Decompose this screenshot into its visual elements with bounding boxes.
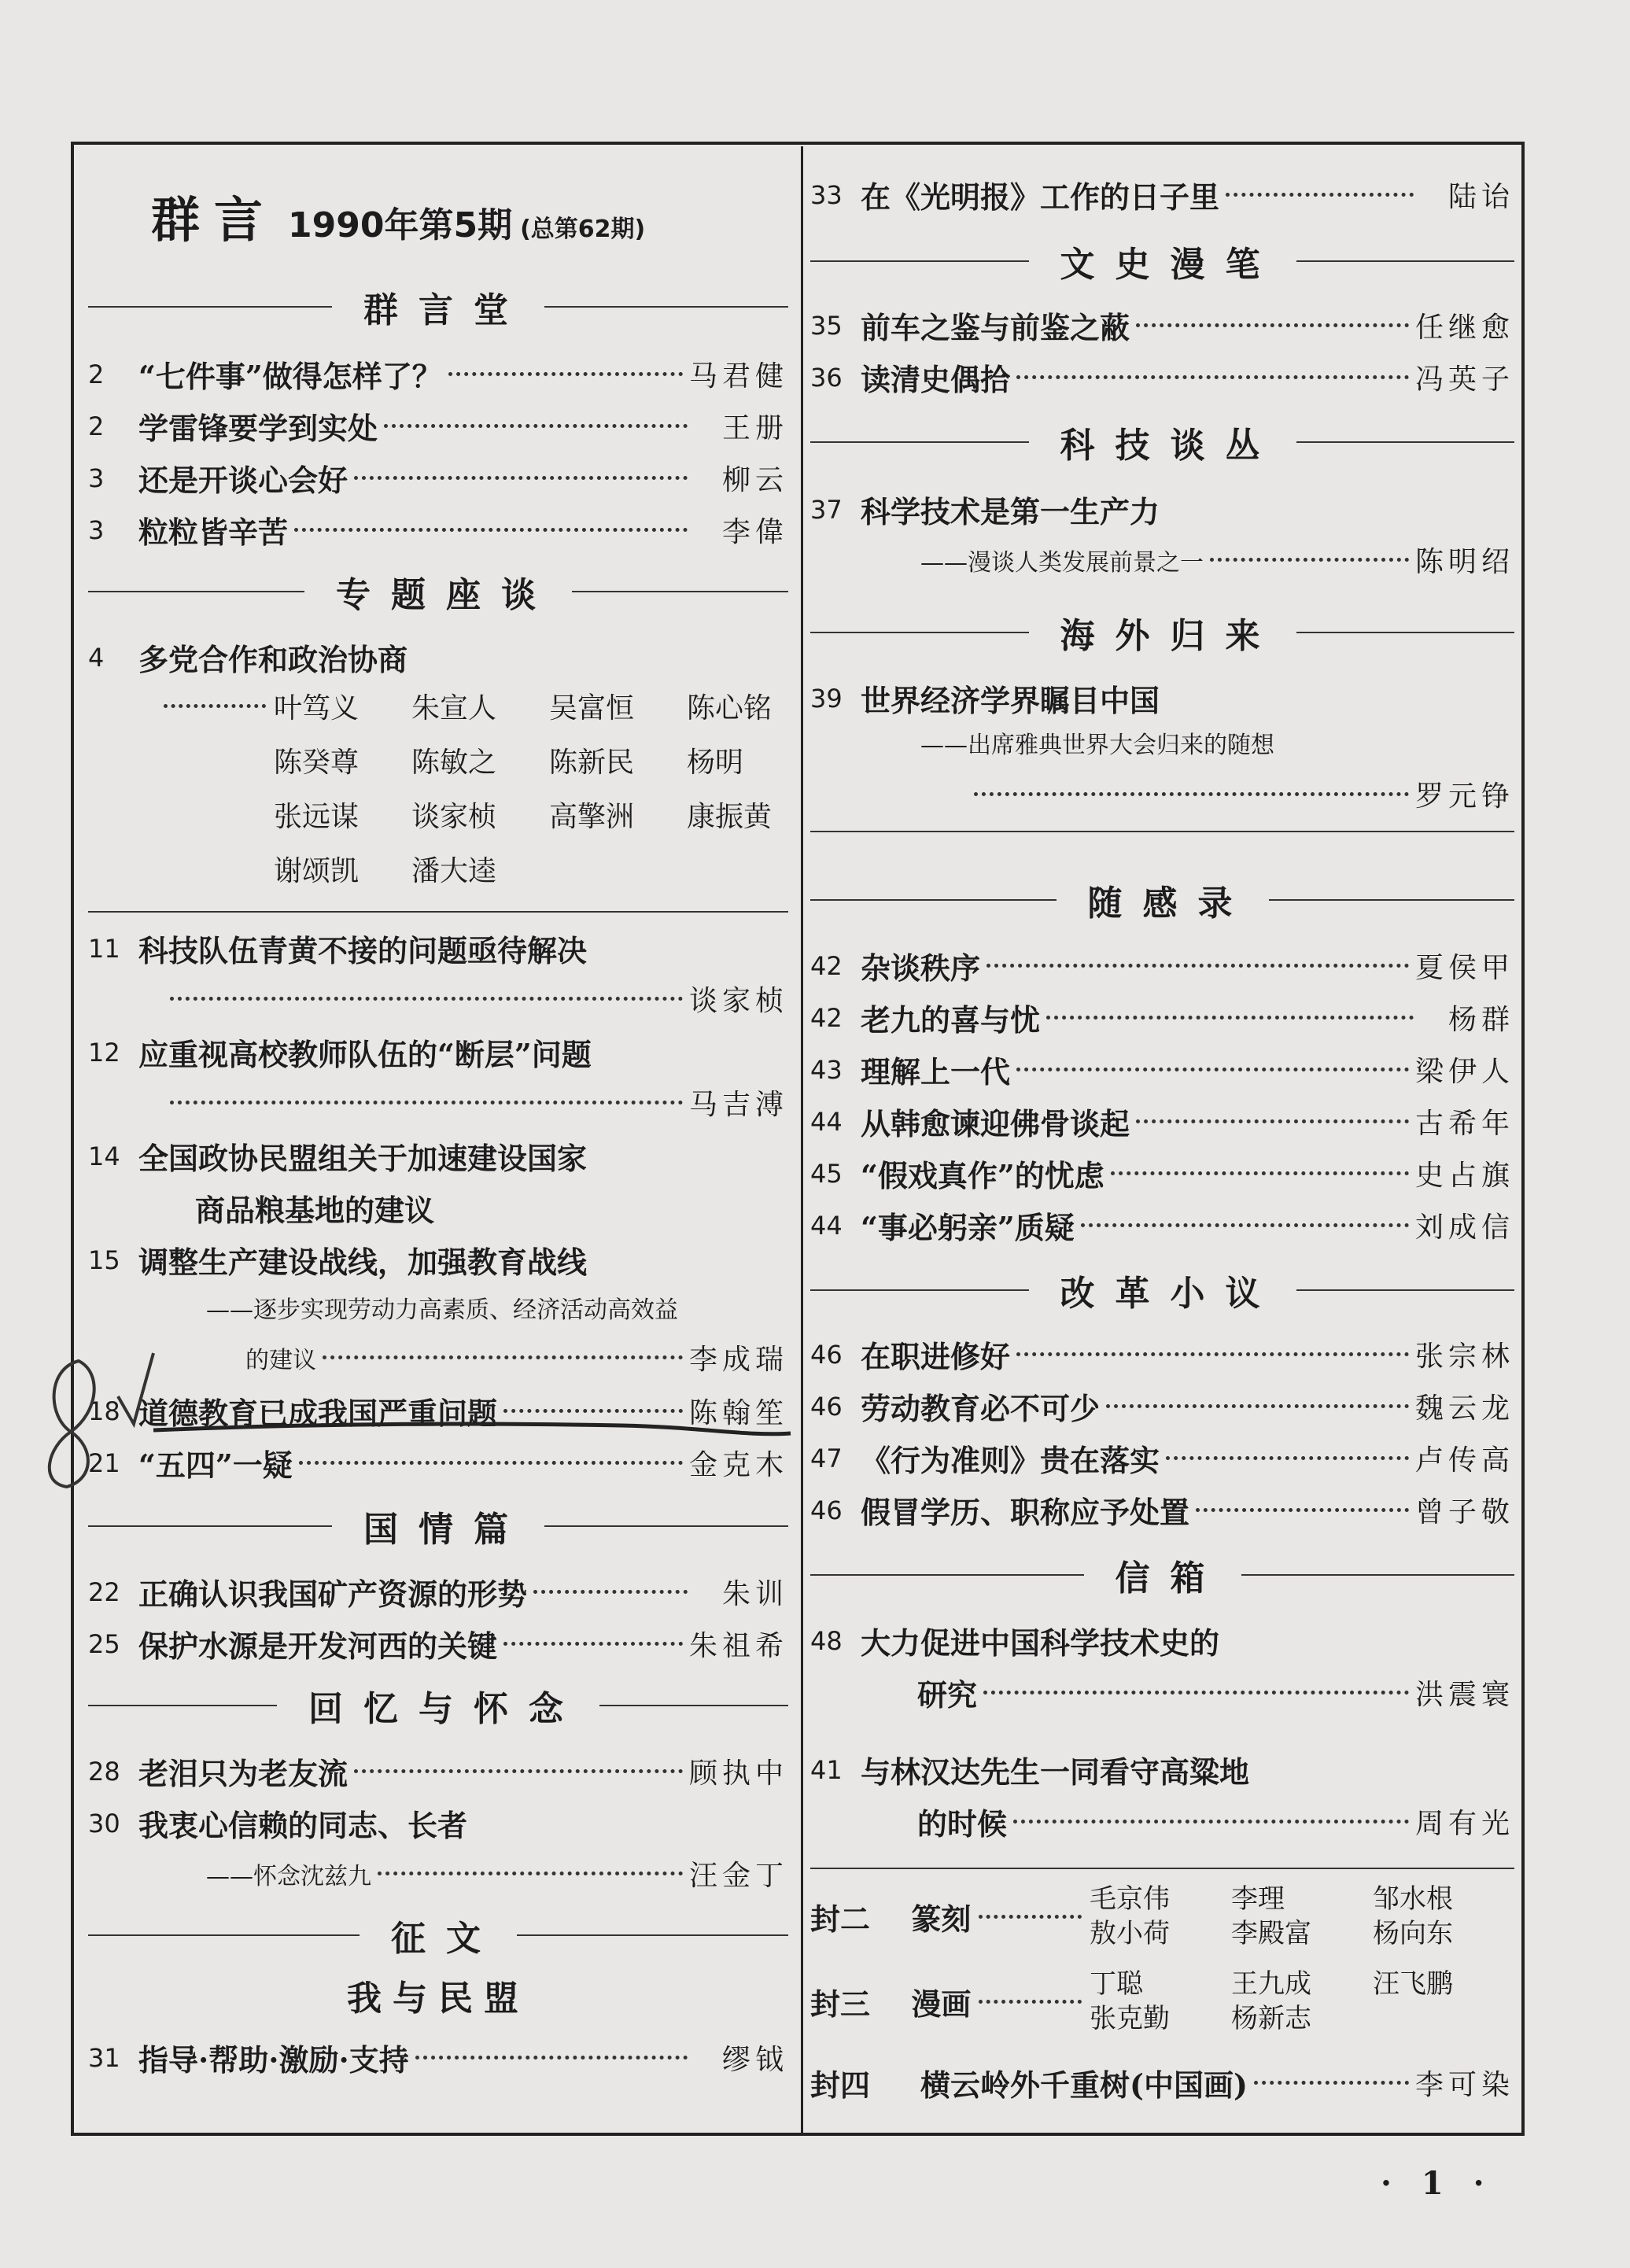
section-header: 征文 bbox=[88, 1910, 788, 1960]
toc-subtitle: ——出席雅典世界大会归来的随想 bbox=[920, 732, 1274, 759]
section-header: 回忆与怀念 bbox=[88, 1680, 788, 1731]
toc-entry[interactable]: 14 全国政协民盟组关于加速建设国家 bbox=[88, 1141, 588, 1176]
toc-entry[interactable]: 35 前车之鉴与前鉴之蔽 任继愈 bbox=[810, 310, 1514, 345]
toc-entry-continued[interactable]: ——漫谈人类发展前景之一 陈明绍 bbox=[920, 546, 1514, 578]
forum-participants: 叶笃义 朱宣人 吴富恒 陈心铭 陈癸尊 陈敏之 陈新民 杨明 张远谋 谈家桢 高擎洲 康振黄 谢颂凯 潘大逵 bbox=[164, 686, 824, 889]
toc-entry-continued[interactable]: 商品粮基地的建议 bbox=[195, 1193, 435, 1228]
toc-entry[interactable]: 33 在《光明报》工作的日子里 陆诒 bbox=[810, 179, 1514, 215]
cover-names: 毛京伟 李理 邹水根 敖小荷 李殿富 杨向东 bbox=[1090, 1883, 1453, 1949]
toc-entry-continued[interactable]: 研究 洪震寰 bbox=[917, 1677, 1514, 1713]
toc-entry[interactable]: 4 多党合作和政治协商 bbox=[88, 642, 408, 677]
toc-entry[interactable]: 46 假冒学历、职称应予处置 曾子敬 bbox=[810, 1495, 1514, 1530]
toc-entry[interactable]: 43 理解上一代 梁伊人 bbox=[810, 1054, 1514, 1090]
toc-entry[interactable]: 37 科学技术是第一生产力 bbox=[810, 494, 1160, 529]
toc-entry[interactable]: 46 劳动教育必不可少 魏云龙 bbox=[810, 1391, 1514, 1426]
toc-entry[interactable]: 42 杂谈秩序 夏侯甲 bbox=[810, 950, 1514, 986]
toc-entry[interactable]: 47 《行为准则》贵在落实 卢传高 bbox=[810, 1443, 1514, 1478]
masthead-issue: 1990年第5期 bbox=[288, 205, 513, 245]
section-header: 海外归来 bbox=[810, 607, 1514, 658]
toc-entry[interactable]: 21 “五四”一疑 金克木 bbox=[88, 1447, 788, 1483]
toc-entry[interactable]: 30 我衷心信赖的同志、长者 bbox=[88, 1808, 468, 1843]
toc-entry[interactable]: 2 “七件事”做得怎样了？ 马君健 bbox=[88, 359, 788, 394]
column-divider bbox=[801, 146, 803, 2133]
cover-entry[interactable]: 封二 篆刻 毛京伟 李理 邹水根 敖小荷 李殿富 杨向东 bbox=[810, 1882, 1514, 1951]
toc-entry[interactable]: 25 保护水源是开发河西的关键 朱祖希 bbox=[88, 1628, 788, 1664]
subsection-header: 我与民盟 bbox=[347, 1979, 529, 2019]
section-header: 科技谈丛 bbox=[810, 417, 1514, 467]
rule bbox=[810, 1868, 1514, 1869]
toc-entry[interactable]: 39 世界经济学界瞩目中国 bbox=[810, 683, 1160, 718]
masthead-total: (总第62期) bbox=[520, 216, 646, 243]
masthead bbox=[151, 181, 645, 251]
handwritten-mark-icon bbox=[24, 1337, 157, 1495]
section-header: 专题座谈 bbox=[88, 566, 788, 617]
section-header: 改革小议 bbox=[810, 1265, 1514, 1315]
toc-entry[interactable]: 18 道德教育已成我国严重问题 陈翰笙 bbox=[88, 1396, 788, 1431]
section-header: 国情篇 bbox=[88, 1501, 788, 1551]
toc-entry-continued[interactable]: 谈家桢 bbox=[164, 979, 788, 1019]
section-header: 群言堂 bbox=[88, 282, 788, 332]
section-header: 信箱 bbox=[810, 1550, 1514, 1600]
toc-entry[interactable]: 31 指导·帮助·激励·支持 缪钺 bbox=[88, 2042, 788, 2078]
toc-entry-continued[interactable]: ——怀念沈兹九 汪金丁 bbox=[206, 1860, 788, 1892]
toc-entry[interactable]: 2 学雷锋要学到实处 王册 bbox=[88, 411, 788, 446]
toc-entry[interactable]: 11 科技队伍青黄不接的问题亟待解决 bbox=[88, 933, 588, 968]
toc-entry[interactable]: 44 “事必躬亲”质疑 刘成信 bbox=[810, 1210, 1514, 1245]
toc-entry[interactable]: 48 大力促进中国科学技术史的 bbox=[810, 1625, 1220, 1661]
toc-entry-continued[interactable]: 罗元铮 bbox=[968, 774, 1514, 814]
toc-subtitle: ——逐步实现劳动力高素质、经济活动高效益 bbox=[206, 1296, 678, 1324]
toc-entry[interactable]: 45 “假戏真作”的忧虑 史占旗 bbox=[810, 1158, 1514, 1193]
toc-entry[interactable]: 3 还是开谈心会好 柳云 bbox=[88, 463, 788, 498]
toc-entry-continued[interactable]: 的时候 周有光 bbox=[917, 1806, 1514, 1842]
toc-entry[interactable]: 44 从韩愈谏迎佛骨谈起 古希年 bbox=[810, 1106, 1514, 1141]
rule bbox=[88, 911, 788, 913]
rule bbox=[810, 831, 1514, 832]
toc-entry[interactable]: 46 在职进修好 张宗林 bbox=[810, 1339, 1514, 1374]
cover-names: 丁聪 王九成 汪飞鹏 张克勤 杨新志 bbox=[1090, 1968, 1453, 2034]
toc-entry-continued[interactable]: 的建议 李成瑞 bbox=[245, 1344, 788, 1376]
page-number: · 1 · bbox=[1381, 2165, 1494, 2202]
toc-entry[interactable]: 42 老九的喜与忧 杨群 bbox=[810, 1002, 1514, 1038]
toc-entry[interactable]: 22 正确认识我国矿产资源的形势 朱训 bbox=[88, 1577, 788, 1612]
cover-entry[interactable]: 封三 漫画 丁聪 王九成 汪飞鹏 张克勤 杨新志 bbox=[810, 1967, 1514, 2036]
masthead-title: 群言 bbox=[151, 191, 278, 249]
cover-entry[interactable]: 封四 横云岭外千重树(中国画) 李可染 bbox=[810, 2067, 1514, 2103]
toc-entry[interactable]: 3 粒粒皆辛苦 李偉 bbox=[88, 514, 788, 550]
toc-entry-continued[interactable]: 马吉溥 bbox=[164, 1082, 788, 1123]
toc-entry[interactable]: 28 老泪只为老友流 顾执中 bbox=[88, 1756, 788, 1791]
toc-entry[interactable]: 36 读清史偶拾 冯英子 bbox=[810, 362, 1514, 397]
toc-entry[interactable]: 12 应重视高校教师队伍的“断层”问题 bbox=[88, 1037, 592, 1072]
section-header: 随感录 bbox=[810, 875, 1514, 925]
toc-entry[interactable]: 41 与林汉达先生一同看守高粱地 bbox=[810, 1754, 1250, 1790]
section-header: 文史漫笔 bbox=[810, 236, 1514, 286]
toc-entry[interactable]: 15 调整生产建设战线，加强教育战线 bbox=[88, 1245, 588, 1280]
handwritten-underline bbox=[149, 1416, 795, 1440]
